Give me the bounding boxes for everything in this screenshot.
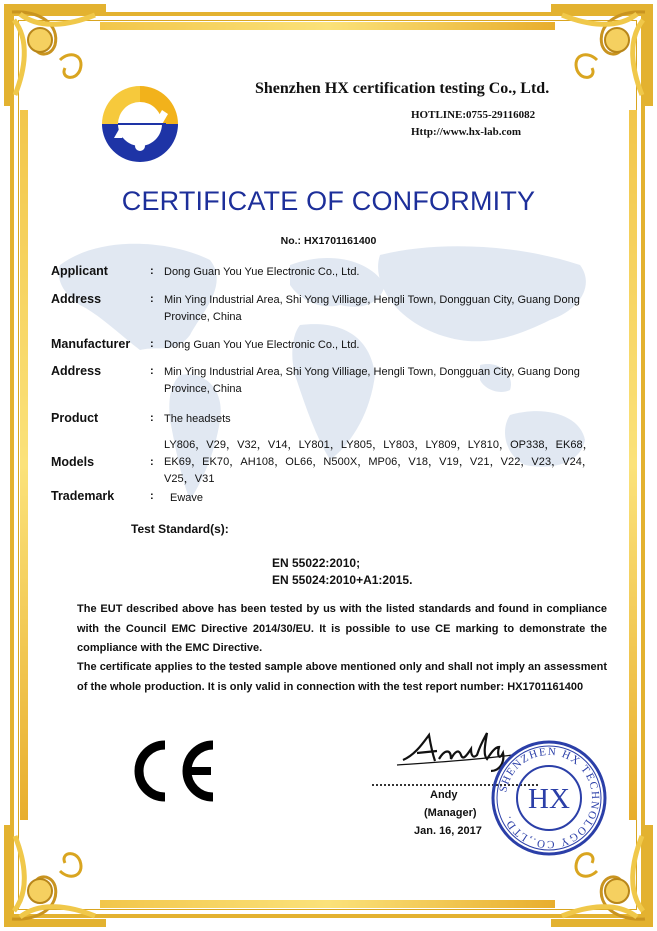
applicant-colon: : bbox=[150, 265, 154, 277]
models-label: Models bbox=[51, 455, 95, 469]
frame-band-top bbox=[100, 22, 555, 30]
validity-statement: The certificate applies to the tested sample above mentioned only and shall not imply an assessment of the whole production. It is only valid in connection with the test report number: HX1701161400 bbox=[77, 661, 607, 693]
manufacturer-colon: : bbox=[150, 338, 154, 350]
test-standards-label: Test Standard(s): bbox=[131, 522, 229, 536]
trademark-colon: : bbox=[150, 490, 154, 502]
manufacturer-address-label: Address bbox=[51, 364, 102, 378]
hotline: HOTLINE:0755-29116082 bbox=[411, 109, 536, 121]
product-colon: : bbox=[150, 412, 154, 424]
compliance-statement: The EUT described above has been tested by us with the listed standards and found in compliance with the Council EMC Directive 2014/30/EU. It is possible to use CE marking to demonstrate the compliance with the EMC Directive. bbox=[77, 603, 607, 654]
test-standard-2: EN 55024:2010+A1:2015. bbox=[272, 573, 413, 587]
certificate-title: CERTIFICATE OF CONFORMITY bbox=[121, 186, 536, 216]
issue-date: Jan. 16, 2017 bbox=[414, 825, 482, 837]
ornament-corner-top-left bbox=[0, 0, 110, 110]
trademark-label: Trademark bbox=[51, 489, 115, 503]
signatory-role: (Manager) bbox=[424, 807, 477, 819]
certificate-number: No.: HX1701161400 bbox=[280, 235, 377, 247]
applicant-value: Dong Guan You Yue Electronic Co., Ltd. bbox=[164, 266, 360, 278]
models-value: LY806，V29，V32，V14，LY801，LY805，LY803，LY809，LY810，OP338，EK68，EK69，EK70，AH108，OL66，N500X，MP06，V18，V19，V21，V22，V23，V24，V25，V31 bbox=[164, 439, 594, 485]
applicant-address-value: Min Ying Industrial Area, Shi Yong Villiage, Hengli Town, Dongguan City, Guang Dong Province, China bbox=[164, 294, 580, 323]
manufacturer-value: Dong Guan You Yue Electronic Co., Ltd. bbox=[164, 339, 360, 351]
applicant-label: Applicant bbox=[51, 264, 108, 278]
company-name: Shenzhen HX certification testing Co., Ltd. bbox=[255, 80, 550, 97]
models-colon: : bbox=[150, 456, 154, 468]
svg-text:SHENZHEN HX TECHNOLOGY CO.,LTD: SHENZHEN HX TECHNOLOGY CO.,LTD. bbox=[497, 745, 602, 851]
product-label: Product bbox=[51, 411, 99, 425]
website: Http://www.hx-lab.com bbox=[411, 126, 521, 138]
applicant-address-colon: : bbox=[150, 293, 154, 305]
manufacturer-address-colon: : bbox=[150, 365, 154, 377]
ornament-corner-bottom-left bbox=[0, 821, 110, 931]
manufacturer-label: Manufacturer bbox=[51, 337, 131, 351]
manufacturer-address-value: Min Ying Industrial Area, Shi Yong Villiage, Hengli Town, Dongguan City, Guang Dong Province, China bbox=[164, 366, 580, 395]
ornament-corner-top-right bbox=[547, 0, 657, 110]
product-value: The headsets bbox=[164, 413, 231, 425]
ce-mark-icon bbox=[127, 735, 222, 807]
applicant-address-label: Address bbox=[51, 292, 102, 306]
signatory-name: Andy bbox=[430, 789, 458, 801]
hx-company-logo bbox=[96, 80, 184, 164]
frame-band-bottom bbox=[100, 900, 555, 908]
test-standard-1: EN 55022:2010; bbox=[272, 556, 361, 570]
trademark-value: Ewave bbox=[170, 492, 204, 504]
stamp-center-text: HX bbox=[528, 783, 570, 815]
